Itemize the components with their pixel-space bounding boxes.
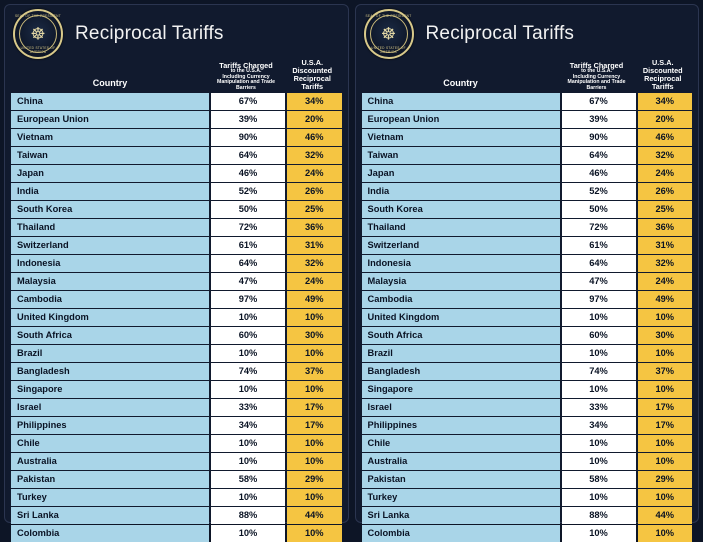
column-header-discounted-line2: Reciprocal Tariffs: [293, 74, 331, 92]
table-row: [11, 363, 342, 380]
tariff-rows-right: [362, 93, 693, 542]
column-header-charged-line3: Including Currency Manipulation and Trade Barriers: [217, 73, 275, 91]
table-row: [362, 93, 693, 110]
cell-tariffs-charged: 74%: [562, 363, 636, 380]
cell-country: Chile: [11, 435, 209, 452]
cell-country: Chile: [362, 435, 560, 452]
cell-tariffs-charged: 10%: [211, 525, 285, 542]
cell-country: Singapore: [362, 381, 560, 398]
table-row: [11, 237, 342, 254]
cell-country: India: [11, 183, 209, 200]
cell-tariffs-charged: 33%: [211, 399, 285, 416]
cell-tariffs-charged: 64%: [211, 147, 285, 164]
cell-country: Taiwan: [11, 147, 209, 164]
cell-discounted-tariff: 10%: [638, 381, 693, 398]
cell-tariffs-charged: 97%: [562, 291, 636, 308]
cell-tariffs-charged: 46%: [211, 165, 285, 182]
cell-country: Israel: [11, 399, 209, 416]
cell-tariffs-charged: 90%: [562, 129, 636, 146]
table-row: [362, 165, 693, 182]
table-row: [11, 165, 342, 182]
cell-tariffs-charged: 52%: [211, 183, 285, 200]
tariff-panel-right: [355, 4, 700, 539]
table-row: [362, 147, 693, 164]
cell-discounted-tariff: 37%: [287, 363, 342, 380]
cell-discounted-tariff: 10%: [638, 435, 693, 452]
cell-tariffs-charged: 50%: [562, 201, 636, 218]
cell-tariffs-charged: 10%: [562, 309, 636, 326]
cell-discounted-tariff: 24%: [638, 165, 693, 182]
cell-country: Turkey: [362, 489, 560, 506]
table-row: [362, 525, 693, 542]
cell-country: European Union: [362, 111, 560, 128]
cell-discounted-tariff: 46%: [638, 129, 693, 146]
cell-tariffs-charged: 90%: [211, 129, 285, 146]
cell-tariffs-charged: 47%: [211, 273, 285, 290]
table-row: [11, 255, 342, 272]
cell-country: European Union: [11, 111, 209, 128]
cell-discounted-tariff: 32%: [638, 255, 693, 272]
cell-tariffs-charged: 97%: [211, 291, 285, 308]
cell-country: Australia: [11, 453, 209, 470]
cell-discounted-tariff: 10%: [287, 453, 342, 470]
cell-discounted-tariff: 29%: [638, 471, 693, 488]
cell-discounted-tariff: 10%: [287, 381, 342, 398]
column-header-discounted: [283, 59, 342, 91]
cell-discounted-tariff: 10%: [287, 345, 342, 362]
table-row: [362, 417, 693, 434]
table-row: [11, 417, 342, 434]
cell-country: Switzerland: [11, 237, 209, 254]
cell-country: Cambodia: [11, 291, 209, 308]
cell-country: United Kingdom: [362, 309, 560, 326]
cell-country: Philippines: [11, 417, 209, 434]
cell-country: Vietnam: [362, 129, 560, 146]
cell-discounted-tariff: 10%: [638, 309, 693, 326]
table-row: [11, 453, 342, 470]
cell-discounted-tariff: 10%: [638, 525, 693, 542]
table-row: [11, 345, 342, 362]
cell-tariffs-charged: 10%: [562, 381, 636, 398]
column-header-charged-line3: Including Currency Manipulation and Trade Barriers: [567, 73, 626, 91]
cell-discounted-tariff: 10%: [287, 489, 342, 506]
cell-country: Brazil: [11, 345, 209, 362]
table-row: [11, 489, 342, 506]
table-row: [11, 435, 342, 452]
tariff-panel-left: [4, 4, 349, 539]
cell-tariffs-charged: 10%: [562, 453, 636, 470]
cell-discounted-tariff: 26%: [638, 183, 693, 200]
cell-tariffs-charged: 88%: [562, 507, 636, 524]
table-row: [11, 93, 342, 110]
column-header-discounted: [634, 59, 693, 91]
cell-tariffs-charged: 72%: [562, 219, 636, 236]
cell-discounted-tariff: 29%: [287, 471, 342, 488]
page-title: Reciprocal Tariffs: [425, 23, 575, 44]
table-row: [362, 489, 693, 506]
cell-discounted-tariff: 34%: [638, 93, 693, 110]
cell-tariffs-charged: 10%: [211, 381, 285, 398]
cell-discounted-tariff: 24%: [287, 165, 342, 182]
column-header-charged-line1: Tariffs Charged: [219, 60, 273, 70]
cell-discounted-tariff: 32%: [638, 147, 693, 164]
table-row: [362, 327, 693, 344]
cell-tariffs-charged: 10%: [562, 435, 636, 452]
cell-discounted-tariff: 17%: [287, 417, 342, 434]
cell-country: Colombia: [11, 525, 209, 542]
cell-country: China: [11, 93, 209, 110]
panel-header: [11, 9, 342, 59]
cell-country: Vietnam: [11, 129, 209, 146]
cell-discounted-tariff: 32%: [287, 147, 342, 164]
cell-tariffs-charged: 74%: [211, 363, 285, 380]
column-header-discounted-line1: U.S.A. Discounted: [292, 58, 333, 76]
table-row: [11, 399, 342, 416]
seal-text-bottom: UNITED STATES OF AMERICA: [371, 46, 406, 54]
cell-discounted-tariff: 25%: [287, 201, 342, 218]
seal-text-bottom: UNITED STATES OF AMERICA: [20, 46, 56, 54]
cell-country: South Africa: [11, 327, 209, 344]
cell-discounted-tariff: 24%: [638, 273, 693, 290]
cell-tariffs-charged: 39%: [211, 111, 285, 128]
cell-discounted-tariff: 26%: [287, 183, 342, 200]
seal-eagle-icon: ☸: [30, 24, 46, 44]
cell-country: Switzerland: [362, 237, 560, 254]
table-row: [11, 273, 342, 290]
cell-country: Pakistan: [11, 471, 209, 488]
cell-discounted-tariff: 30%: [638, 327, 693, 344]
column-header-charged: [560, 62, 634, 91]
cell-discounted-tariff: 36%: [287, 219, 342, 236]
cell-discounted-tariff: 20%: [287, 111, 342, 128]
cell-discounted-tariff: 46%: [287, 129, 342, 146]
seal-eagle-icon: ☸: [380, 24, 397, 44]
presidential-seal-icon: [13, 9, 63, 59]
cell-tariffs-charged: 72%: [211, 219, 285, 236]
cell-country: South Korea: [362, 201, 560, 218]
cell-tariffs-charged: 10%: [211, 489, 285, 506]
cell-tariffs-charged: 10%: [211, 435, 285, 452]
cell-country: Taiwan: [362, 147, 560, 164]
cell-discounted-tariff: 44%: [638, 507, 693, 524]
panel-header: [362, 9, 693, 59]
cell-country: Thailand: [362, 219, 560, 236]
cell-discounted-tariff: 31%: [638, 237, 693, 254]
table-row: [11, 471, 342, 488]
cell-tariffs-charged: 67%: [211, 93, 285, 110]
cell-country: Sri Lanka: [11, 507, 209, 524]
table-row: [362, 255, 693, 272]
table-row: [11, 201, 342, 218]
cell-tariffs-charged: 10%: [211, 309, 285, 326]
table-row: [362, 399, 693, 416]
cell-country: Bangladesh: [362, 363, 560, 380]
cell-country: Cambodia: [362, 291, 560, 308]
seal-text-top: SEAL OF THE PRESIDENT: [15, 14, 61, 18]
cell-country: Turkey: [11, 489, 209, 506]
table-row: [11, 219, 342, 236]
cell-tariffs-charged: 67%: [562, 93, 636, 110]
table-row: [362, 435, 693, 452]
cell-country: China: [362, 93, 560, 110]
cell-tariffs-charged: 10%: [562, 345, 636, 362]
table-row: [362, 453, 693, 470]
cell-discounted-tariff: 17%: [287, 399, 342, 416]
cell-tariffs-charged: 88%: [211, 507, 285, 524]
presidential-seal-icon: [364, 9, 414, 59]
cell-discounted-tariff: 32%: [287, 255, 342, 272]
cell-discounted-tariff: 10%: [638, 453, 693, 470]
cell-country: United Kingdom: [11, 309, 209, 326]
cell-tariffs-charged: 60%: [211, 327, 285, 344]
cell-country: Colombia: [362, 525, 560, 542]
cell-tariffs-charged: 61%: [562, 237, 636, 254]
cell-country: Malaysia: [11, 273, 209, 290]
cell-tariffs-charged: 39%: [562, 111, 636, 128]
table-row: [11, 309, 342, 326]
cell-discounted-tariff: 24%: [287, 273, 342, 290]
cell-discounted-tariff: 10%: [287, 525, 342, 542]
cell-discounted-tariff: 10%: [287, 435, 342, 452]
table-row: [362, 219, 693, 236]
cell-country: Thailand: [11, 219, 209, 236]
cell-tariffs-charged: 10%: [211, 345, 285, 362]
cell-country: Malaysia: [362, 273, 560, 290]
column-header-charged: [209, 62, 283, 91]
cell-country: Singapore: [11, 381, 209, 398]
table-row: [11, 525, 342, 542]
table-row: [362, 345, 693, 362]
cell-discounted-tariff: 31%: [287, 237, 342, 254]
cell-country: Israel: [362, 399, 560, 416]
cell-tariffs-charged: 58%: [562, 471, 636, 488]
table-row: [11, 381, 342, 398]
table-row: [362, 237, 693, 254]
cell-country: Brazil: [362, 345, 560, 362]
cell-discounted-tariff: 36%: [638, 219, 693, 236]
cell-discounted-tariff: 37%: [638, 363, 693, 380]
column-header-country: Country: [92, 78, 128, 89]
cell-discounted-tariff: 17%: [638, 399, 693, 416]
cell-country: South Korea: [11, 201, 209, 218]
cell-tariffs-charged: 58%: [211, 471, 285, 488]
page-title: Reciprocal Tariffs: [75, 23, 224, 44]
table-row: [362, 129, 693, 146]
cell-discounted-tariff: 17%: [638, 417, 693, 434]
table-row: [11, 507, 342, 524]
column-header-discounted-line1: U.S.A. Discounted: [642, 58, 683, 76]
table-row: [362, 201, 693, 218]
cell-country: Pakistan: [362, 471, 560, 488]
table-row: [11, 129, 342, 146]
cell-tariffs-charged: 64%: [211, 255, 285, 272]
cell-discounted-tariff: 44%: [287, 507, 342, 524]
cell-country: Bangladesh: [11, 363, 209, 380]
cell-country: Sri Lanka: [362, 507, 560, 524]
seal-text-top: SEAL OF THE PRESIDENT: [365, 14, 412, 18]
table-row: [362, 273, 693, 290]
cell-tariffs-charged: 64%: [562, 147, 636, 164]
column-header-charged-line2: to the U.S.A.: [230, 68, 262, 75]
cell-tariffs-charged: 50%: [211, 201, 285, 218]
cell-discounted-tariff: 49%: [287, 291, 342, 308]
cell-tariffs-charged: 52%: [562, 183, 636, 200]
table-row: [11, 291, 342, 308]
cell-tariffs-charged: 34%: [211, 417, 285, 434]
cell-country: Philippines: [362, 417, 560, 434]
cell-discounted-tariff: 30%: [287, 327, 342, 344]
cell-discounted-tariff: 25%: [638, 201, 693, 218]
cell-discounted-tariff: 10%: [287, 309, 342, 326]
cell-tariffs-charged: 33%: [562, 399, 636, 416]
cell-tariffs-charged: 47%: [562, 273, 636, 290]
cell-tariffs-charged: 61%: [211, 237, 285, 254]
cell-country: Australia: [362, 453, 560, 470]
column-header-charged-line1: Tariffs Charged: [569, 60, 624, 70]
cell-tariffs-charged: 10%: [562, 489, 636, 506]
table-row: [362, 507, 693, 524]
table-row: [362, 291, 693, 308]
column-headers: [362, 59, 693, 93]
table-row: [11, 147, 342, 164]
cell-tariffs-charged: 60%: [562, 327, 636, 344]
cell-tariffs-charged: 34%: [562, 417, 636, 434]
table-row: [11, 183, 342, 200]
cell-country: Indonesia: [362, 255, 560, 272]
cell-discounted-tariff: 20%: [638, 111, 693, 128]
column-header-charged-line2: to the U.S.A.: [581, 68, 612, 75]
cell-discounted-tariff: 10%: [638, 489, 693, 506]
table-row: [362, 111, 693, 128]
cell-discounted-tariff: 10%: [638, 345, 693, 362]
tariff-rows-left: [11, 93, 342, 542]
cell-country: South Africa: [362, 327, 560, 344]
column-header-discounted-line2: Reciprocal Tariffs: [644, 74, 682, 92]
table-row: [362, 183, 693, 200]
table-row: [362, 471, 693, 488]
cell-tariffs-charged: 64%: [562, 255, 636, 272]
column-headers: [11, 59, 342, 93]
cell-country: Indonesia: [11, 255, 209, 272]
cell-country: Japan: [11, 165, 209, 182]
table-row: [11, 327, 342, 344]
cell-country: India: [362, 183, 560, 200]
cell-country: Japan: [362, 165, 560, 182]
cell-tariffs-charged: 46%: [562, 165, 636, 182]
cell-tariffs-charged: 10%: [211, 453, 285, 470]
table-row: [362, 363, 693, 380]
cell-discounted-tariff: 49%: [638, 291, 693, 308]
cell-discounted-tariff: 34%: [287, 93, 342, 110]
column-header-country: Country: [443, 78, 478, 89]
cell-tariffs-charged: 10%: [562, 525, 636, 542]
table-row: [362, 309, 693, 326]
table-row: [11, 111, 342, 128]
table-row: [362, 381, 693, 398]
